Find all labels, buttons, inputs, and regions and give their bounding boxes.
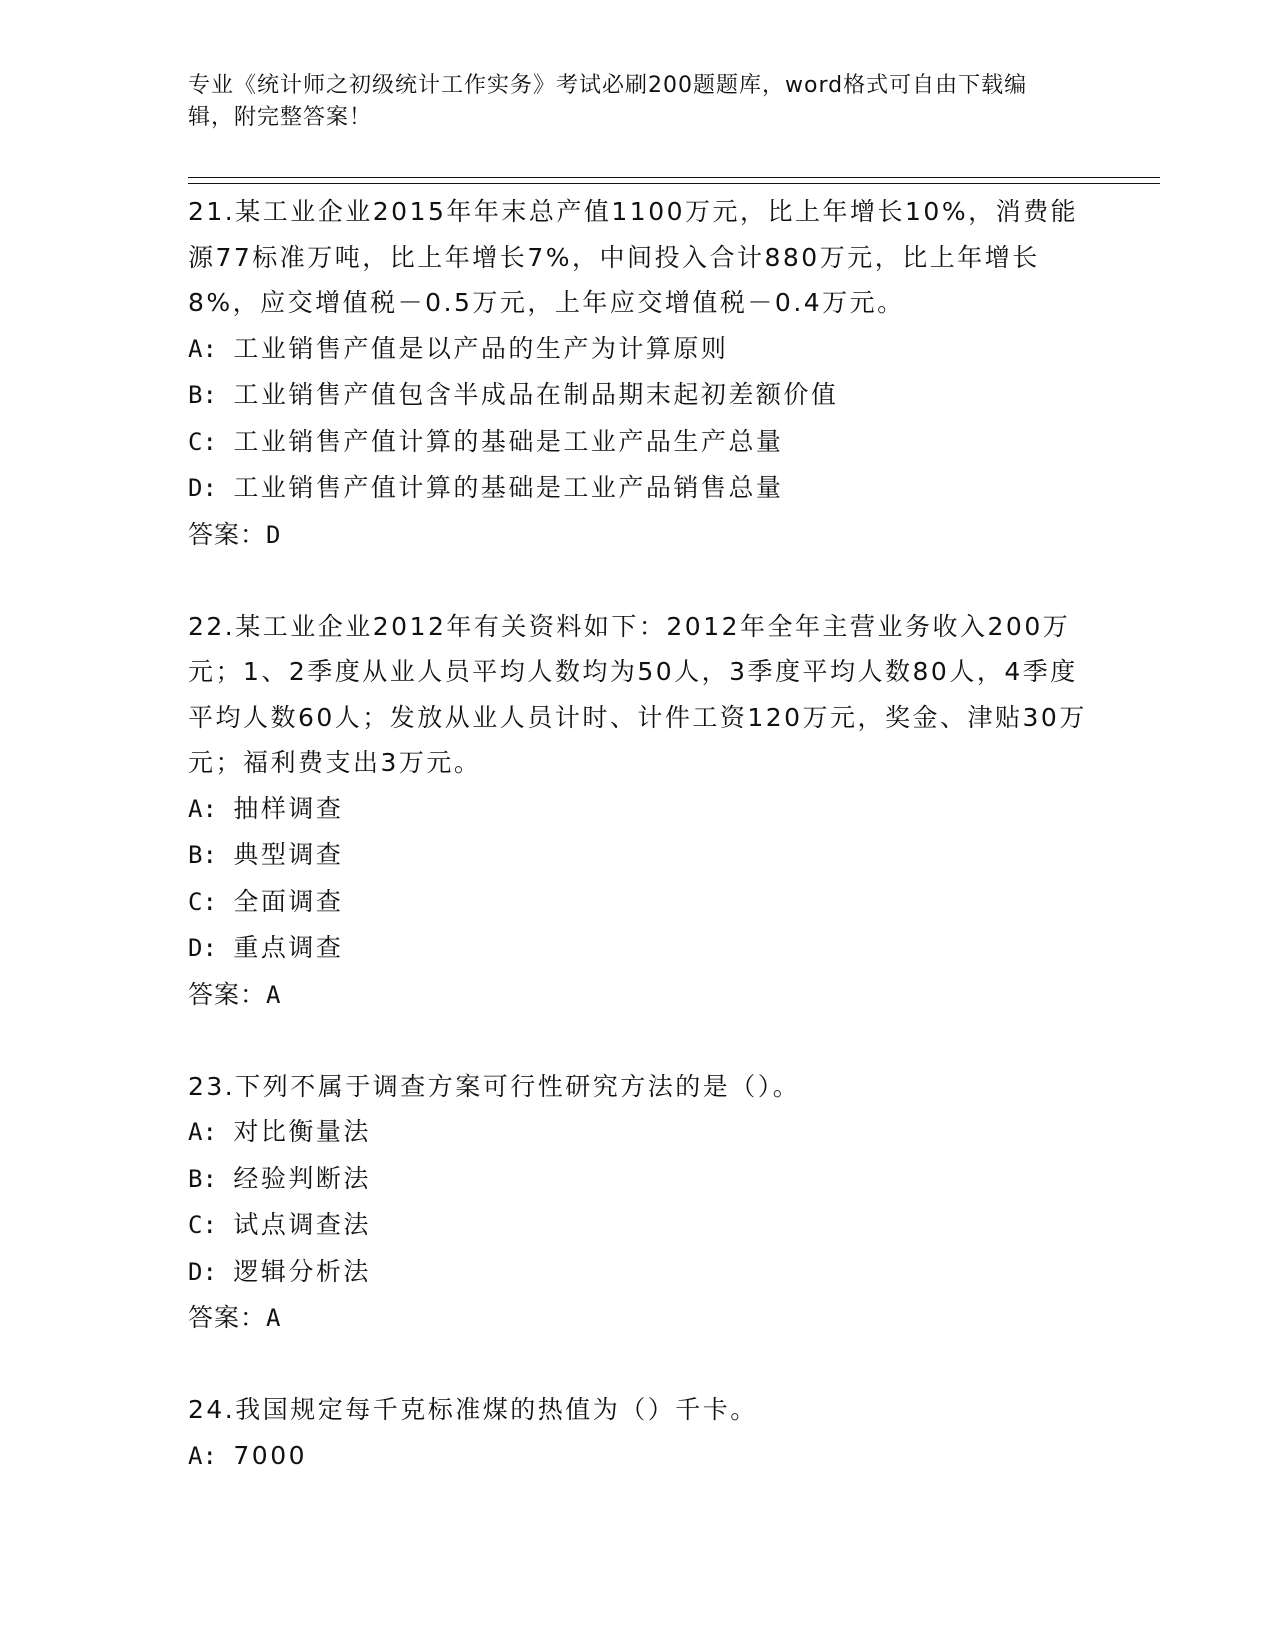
answer-label: 答案： bbox=[188, 1303, 267, 1332]
option-text: 全面调查 bbox=[233, 886, 344, 916]
option-c: C: 全面调查 bbox=[188, 886, 344, 916]
question-23 bbox=[188, 1064, 1088, 1342]
option-letter: A bbox=[188, 794, 203, 823]
question-21 bbox=[188, 189, 1088, 558]
option-letter: A bbox=[188, 1441, 203, 1470]
option-letter: D bbox=[188, 1257, 203, 1286]
question-stem: 24.我国规定每千克标准煤的热值为（）千卡。 bbox=[188, 1395, 758, 1424]
option-text: 经验判断法 bbox=[233, 1163, 371, 1193]
option-letter: A bbox=[188, 1118, 203, 1146]
question-list bbox=[188, 189, 1088, 1479]
option-d: D: 重点调查 bbox=[188, 933, 344, 962]
option-letter: B bbox=[188, 1164, 203, 1193]
question-stem: 22.某工业企业2012年有关资料如下：2012年全年主营业务收入200万元；1、2季度从业人员平均人数均为50人，3季度平均人数80人，4季度平均人数60人；发放从业人员计时、计件工资120万元，奖金、津贴30万元；福利费支出3万元。 bbox=[188, 611, 1087, 777]
option-text: 逻辑分析法 bbox=[233, 1256, 371, 1286]
answer-label: 答案： bbox=[188, 979, 267, 1009]
option-text: 抽样调查 bbox=[233, 793, 344, 823]
option-text: 试点调查法 bbox=[233, 1210, 371, 1239]
question-stem: 23.下列不属于调查方案可行性研究方法的是（）。 bbox=[188, 1071, 801, 1101]
option-b: B: 经验判断法 bbox=[188, 1163, 371, 1193]
option-d: D: 逻辑分析法 bbox=[188, 1256, 371, 1286]
option-c: C: 工业销售产值计算的基础是工业产品生产总量 bbox=[188, 426, 784, 456]
option-b: B: 典型调查 bbox=[188, 840, 344, 869]
option-text: 工业销售产值包含半成品在制品期末起初差额价值 bbox=[233, 380, 839, 409]
header-title: 专业《统计师之初级统计工作实务》考试必刷200题题库，word格式可自由下载编辑，附完整答案！ bbox=[188, 73, 1028, 130]
answer-value: D bbox=[266, 520, 282, 549]
option-d: D: 工业销售产值计算的基础是工业产品销售总量 bbox=[188, 473, 784, 502]
question-stem: 21.某工业企业2015年年末总产值1100万元，比上年增长10%，消费能源77标准万吨，比上年增长7%，中间投入合计880万元，比上年增长8%，应交增值税－0.5万元，上年应交增值税－0.4万元。 bbox=[188, 197, 1079, 317]
option-letter: D bbox=[188, 934, 203, 962]
option-a: A: 抽样调查 bbox=[188, 793, 344, 823]
option-letter: C bbox=[188, 1211, 203, 1239]
option-text: 重点调查 bbox=[233, 933, 344, 962]
answer-label: 答案： bbox=[188, 519, 267, 549]
answer-value: A bbox=[266, 1304, 282, 1332]
document-header bbox=[188, 70, 1068, 134]
answer-value: A bbox=[266, 980, 282, 1009]
option-text: 典型调查 bbox=[233, 840, 344, 869]
option-letter: A bbox=[188, 334, 203, 363]
option-a: A: 对比衡量法 bbox=[188, 1117, 371, 1146]
option-letter: C bbox=[188, 887, 203, 916]
header-divider-bottom bbox=[188, 183, 1160, 184]
option-text: 7000 bbox=[233, 1440, 308, 1470]
option-c: C: 试点调查法 bbox=[188, 1210, 371, 1239]
option-text: 对比衡量法 bbox=[233, 1117, 371, 1146]
question-24 bbox=[188, 1387, 1088, 1479]
answer-line bbox=[188, 512, 1088, 559]
option-a: A: 7000 bbox=[188, 1440, 308, 1470]
option-letter: B bbox=[188, 841, 203, 869]
option-text: 工业销售产值是以产品的生产为计算原则 bbox=[233, 333, 729, 363]
option-letter: D bbox=[188, 474, 203, 502]
header-divider-top bbox=[188, 177, 1160, 178]
option-text: 工业销售产值计算的基础是工业产品销售总量 bbox=[233, 473, 784, 502]
option-letter: C bbox=[188, 427, 203, 456]
option-a: A: 工业销售产值是以产品的生产为计算原则 bbox=[188, 333, 729, 363]
answer-line bbox=[188, 1295, 1088, 1342]
option-letter: B bbox=[188, 381, 203, 409]
question-22 bbox=[188, 604, 1088, 1019]
answer-line bbox=[188, 972, 1088, 1019]
option-text: 工业销售产值计算的基础是工业产品生产总量 bbox=[233, 426, 784, 456]
option-b: B: 工业销售产值包含半成品在制品期末起初差额价值 bbox=[188, 380, 839, 409]
